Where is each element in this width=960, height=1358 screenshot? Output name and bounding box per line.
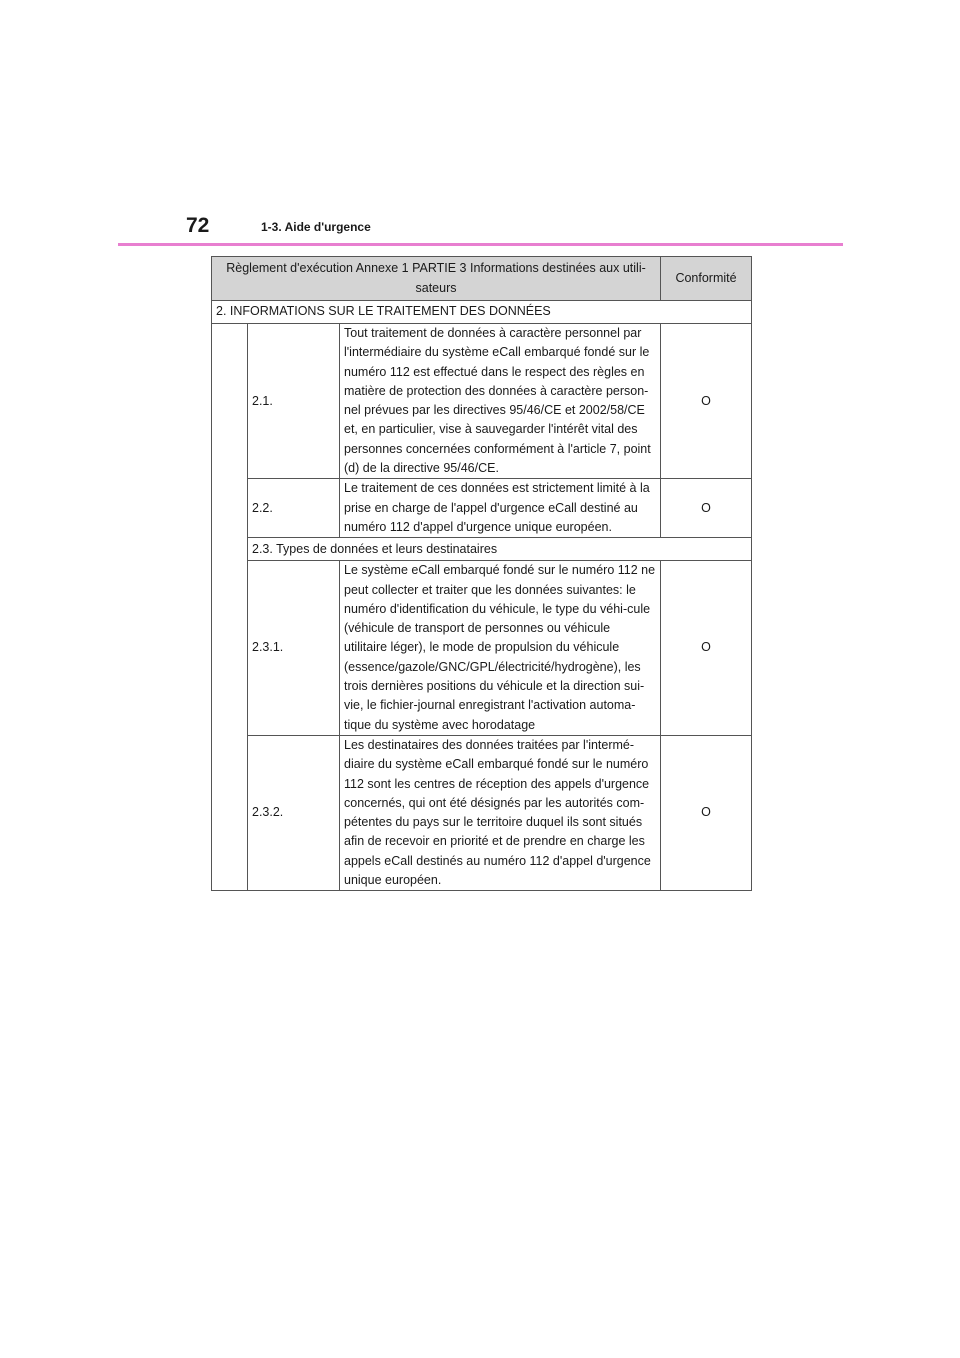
row-conformite: O <box>661 561 752 736</box>
section-row <box>212 301 752 324</box>
section-heading-2-3: 2.3. Types de données et leurs destinataires <box>248 538 752 561</box>
row-conformite: O <box>661 479 752 538</box>
table-header-row <box>212 257 752 301</box>
page-number: 72 <box>186 214 210 237</box>
header-conformite: Conformité <box>661 257 752 301</box>
row-conformite: O <box>661 324 752 479</box>
row-number: 2.3.1. <box>248 561 340 736</box>
row-conformite: O <box>661 735 752 890</box>
row-number: 2.2. <box>248 479 340 538</box>
row-number: 2.1. <box>248 324 340 479</box>
section-heading-2: 2. INFORMATIONS SUR LE TRAITEMENT DES DONNÉES <box>212 301 752 324</box>
row-text: Les destinataires des données traitées par l'intermé-diaire du système eCall embarqué fondé sur le numéro 112 sont les centres de réception des appels d'urgence concernés, qui ont été désignés par les autorités com-pétentes du pays sur le territoire duquel ils sont situés afin de recevoir en priorité et de prendre en charge les appels eCall destinés au numéro 112 d'appel d'urgence unique européen. <box>340 735 661 890</box>
table-row <box>212 561 752 736</box>
row-text: Tout traitement de données à caractère personnel par l'intermédiaire du système eCall embarqué fondé sur le numéro 112 est effectué dans le respect des règles en matière de protection des données à caractère person-nel prévues par les directives 95/46/CE et 2002/58/CE et, en particulier, vise à sauvegarder l'intérêt vital des personnes concernées conformément à l'article 7, point (d) de la directive 95/46/CE. <box>340 324 661 479</box>
row-number: 2.3.2. <box>248 735 340 890</box>
section-title: 1-3. Aide d'urgence <box>261 220 371 234</box>
table-row <box>212 324 752 479</box>
row-text: Le traitement de ces données est strictement limité à la prise en charge de l'appel d'urgence eCall destiné au numéro 112 d'appel d'urgence unique européen. <box>340 479 661 538</box>
row-text: Le système eCall embarqué fondé sur le numéro 112 ne peut collecter et traiter que les données suivantes: le numéro d'identification du véhicule, le type du véhi-cule (véhicule de transport de personnes ou véhicule utilitaire léger), le mode de propulsion du véhicule (essence/gazole/GNC/GPL/électricité/hydrogène), les trois dernières positions du véhicule et la direction sui-vie, le fichier-journal enregistrant l'activation automa-tique du système avec horodatage <box>340 561 661 736</box>
header-reglement: Règlement d'exécution Annexe 1 PARTIE 3 Informations destinées aux utili-sateurs <box>212 257 661 301</box>
subsection-row <box>212 538 752 561</box>
regulation-table <box>211 256 752 891</box>
indent-cell <box>212 324 248 891</box>
table-row <box>212 735 752 890</box>
table-row <box>212 479 752 538</box>
header-divider <box>118 243 843 246</box>
